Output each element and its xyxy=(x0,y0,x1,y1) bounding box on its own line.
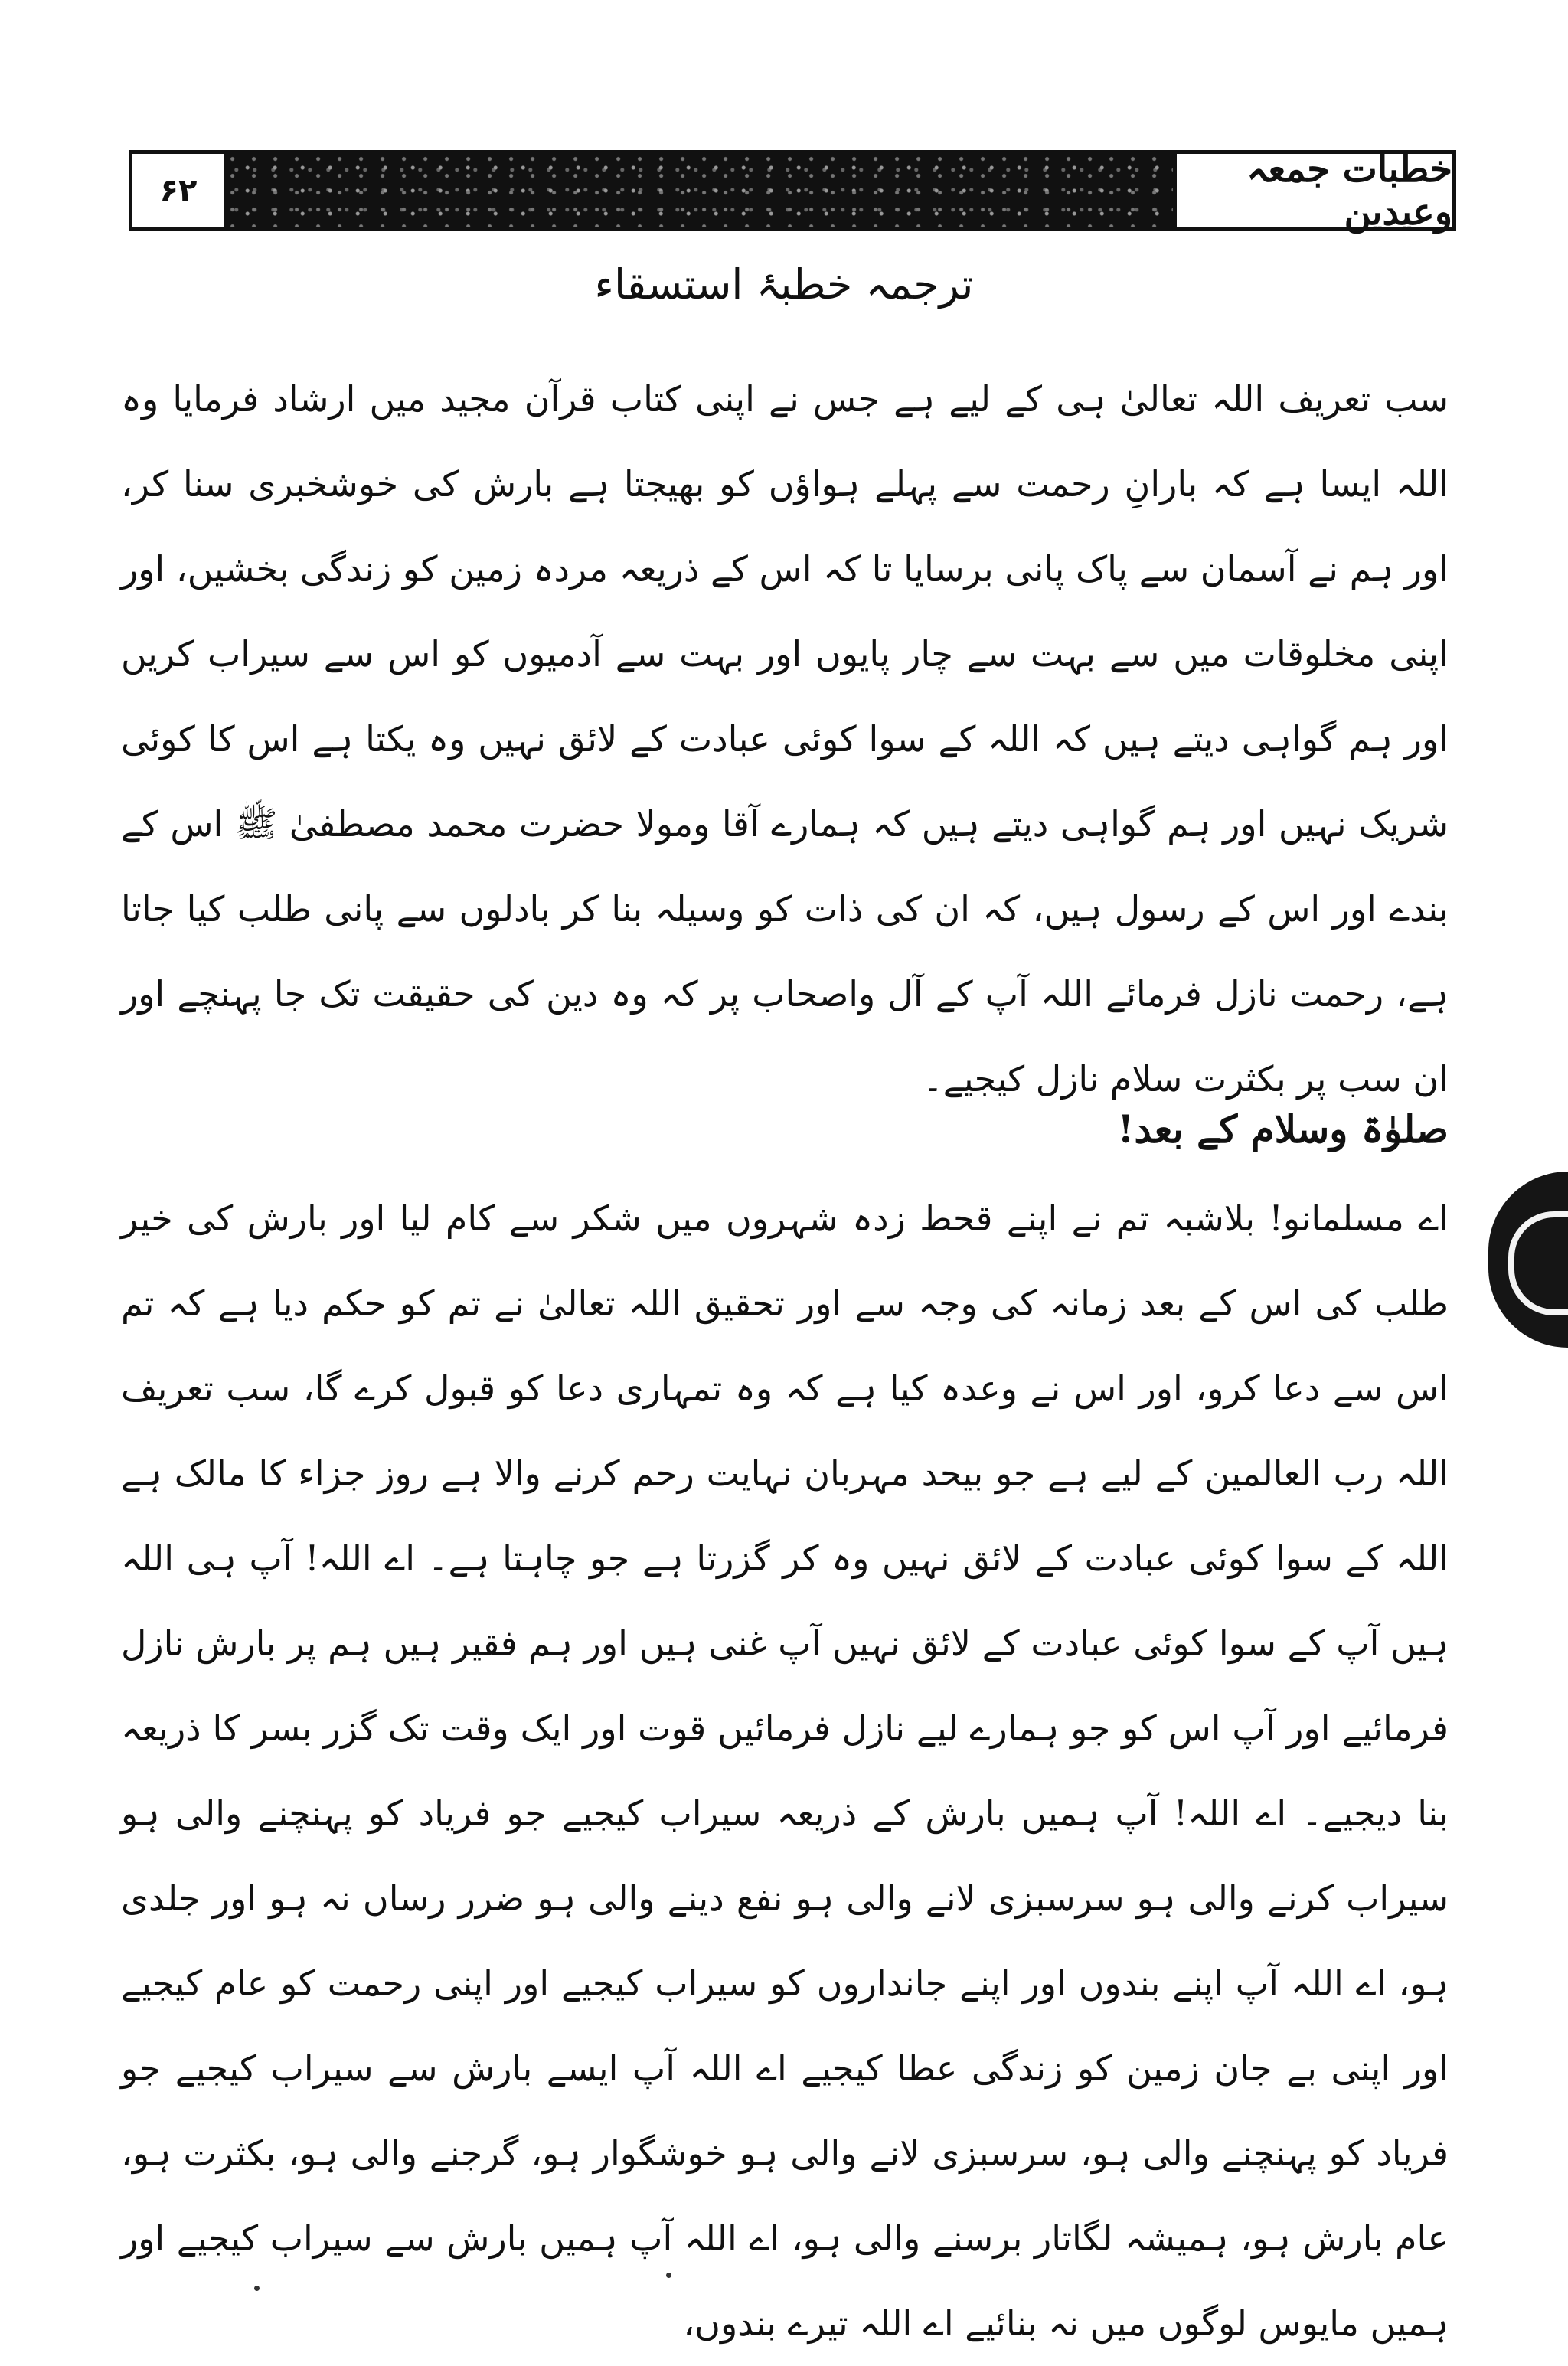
running-header xyxy=(129,148,1456,234)
ink-speck xyxy=(254,2286,260,2291)
page-title: ترجمہ خطبۂ استسقاء xyxy=(594,260,974,309)
binding-edge-ornament xyxy=(1488,1172,1568,1348)
page-number: ۶۲ xyxy=(132,154,228,227)
ink-speck xyxy=(666,2273,671,2278)
decorative-header-band xyxy=(228,154,1173,227)
book-title: خطبات جمعہ وعیدین xyxy=(1173,154,1452,227)
section-subheading: صلوٰۃ وسلام کے بعد! xyxy=(1117,1106,1449,1152)
paragraph-1: سب تعریف اللہ تعالیٰ ہی کے لیے ہے جس نے اپنی کتاب قرآن مجید میں ارشاد فرمایا وہ اللہ ایسا ہے کہ بارانِ رحمت سے پہلے ہواؤں کو بھیجتا ہے بارش کی خوشخبری سنا کر، اور ہم نے آسمان سے پاک پانی برسایا تا کہ اس کے ذریعہ مردہ زمین کو زندگی بخشیں، اور اپنی مخلوقات میں سے بہت سے چار پایوں اور بہت سے آدمیوں کو اس سے سیراب کریں اور ہم گواہی دیتے ہیں کہ اللہ کے سوا کوئی عبادت کے لائق نہیں وہ یکتا ہے اس کا کوئی شریک نہیں اور ہم گواہی دیتے ہیں کہ ہمارے آقا ومولا حضرت محمد مصطفیٰ ﷺ اس کے بندے اور اس کے رسول ہیں، کہ ان کی ذات کو وسیلہ بنا کر بادلوں سے پانی طلب کیا جاتا ہے، رحمت نازل فرمائے اللہ آپ کے آل واصحاب پر کہ وہ دین کی حقیقت تک جا پہنچے اور ان سب پر بکثرت سلام نازل کیجیے۔ xyxy=(121,378,1449,1100)
paragraph-2: اے مسلمانو! بلاشبہ تم نے اپنے قحط زدہ شہروں میں شکر سے کام لیا اور بارش کی خیر طلب کی اس کے بعد زمانہ کی وجہ سے اور تحقیق اللہ تعالیٰ نے تم کو حکم دیا ہے کہ تم اس سے دعا کرو، اور اس نے وعدہ کیا ہے کہ وہ تمہاری دعا کو قبول کرے گا، سب تعریف اللہ رب العالمین کے لیے ہے جو بیحد مہربان نہایت رحم کرنے والا ہے روز جزاء کا مالک ہے اللہ کے سوا کوئی عبادت کے لائق نہیں وہ کر گزرتا ہے جو چاہتا ہے۔ اے اللہ! آپ ہی اللہ ہیں آپ کے سوا کوئی عبادت کے لائق نہیں آپ غنی ہیں اور ہم فقیر ہیں ہم پر بارش نازل فرمائیے اور آپ اس کو جو ہمارے لیے نازل فرمائیں قوت اور ایک وقت تک گزر بسر کا ذریعہ بنا دیجیے۔ اے اللہ! آپ ہمیں بارش کے ذریعہ سیراب کیجیے جو فریاد کو پہنچنے والی ہو سیراب کرنے والی ہو سرسبزی لانے والی ہو نفع دینے والی ہو ضرر رساں نہ ہو اور جلدی ہو، اے اللہ آپ اپنے بندوں اور اپنے جانداروں کو سیراب کیجیے اور اپنی رحمت کو عام کیجیے اور اپنی بے جان زمین کو زندگی عطا کیجیے اے اللہ آپ ایسے بارش سے سیراب کیجیے جو فریاد کو پہنچنے والی ہو، سرسبزی لانے والی ہو خوشگوار ہو، گرجنے والی ہو، بکثرت ہو، عام بارش ہو، ہمیشہ لگاتار برسنے والی ہو، اے اللہ آپ ہمیں بارش سے سیراب کیجیے اور ہمیں مایوس لوگوں میں نہ بنائیے اے اللہ تیرے بندوں، xyxy=(121,1198,1449,2344)
